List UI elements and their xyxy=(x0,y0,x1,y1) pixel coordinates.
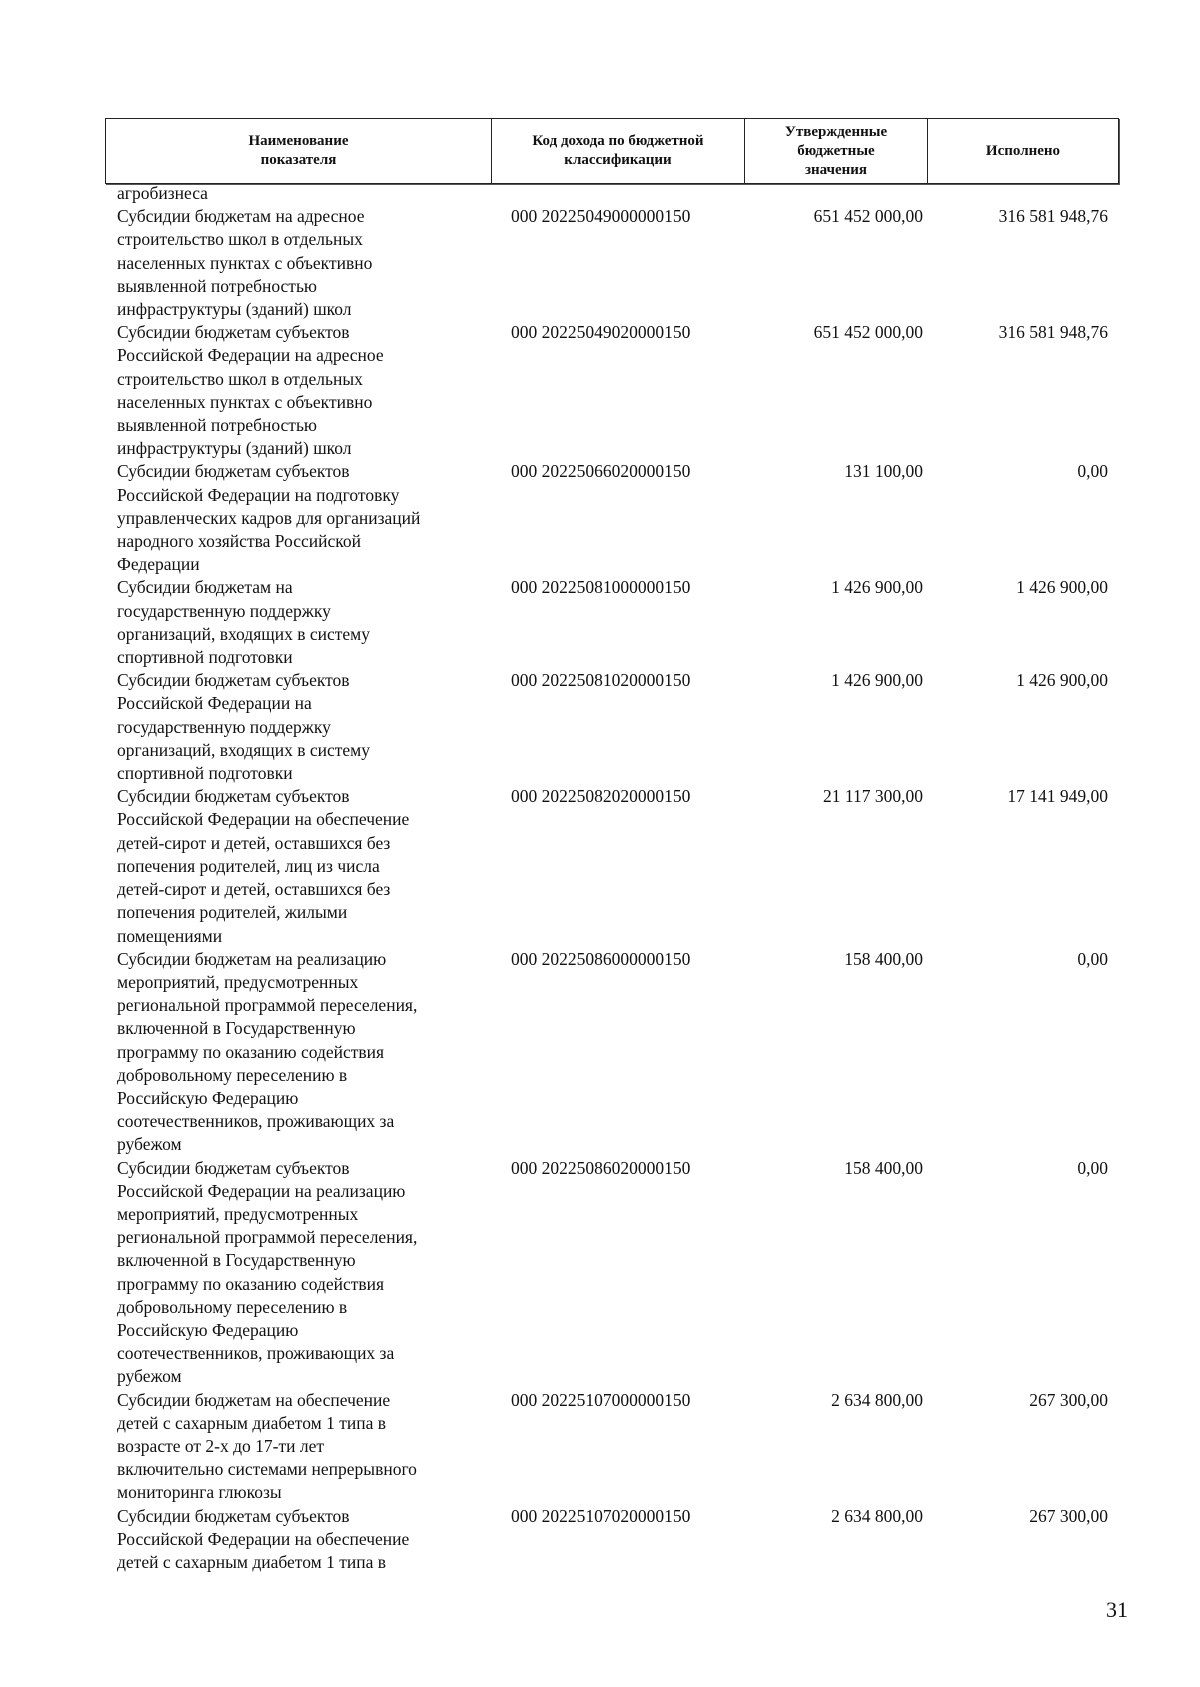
row-name-line: программу по оказанию содействия xyxy=(117,1273,385,1294)
row-name-line: добровольному переселению в xyxy=(117,1064,348,1085)
table-row xyxy=(0,785,1200,947)
row-name-line: добровольному переселению в xyxy=(117,1296,348,1317)
row-name-line: региональной программой переселения, xyxy=(117,1227,418,1248)
row-name-line: детей с сахарным диабетом 1 типа в xyxy=(117,1412,386,1433)
row-executed: 1 426 900,00 xyxy=(1016,577,1108,598)
row-name-line: соотечественников, проживающих за xyxy=(117,1111,395,1132)
row-executed: 0,00 xyxy=(1077,948,1108,969)
row-name-line: выявленной потребностью xyxy=(117,415,318,436)
row-name-line: попечения родителей, лиц из числа xyxy=(117,855,380,876)
row-name-line: Субсидии бюджетам субъектов xyxy=(117,1505,350,1526)
row-name xyxy=(117,785,477,947)
row-approved: 1 426 900,00 xyxy=(831,670,923,691)
row-name-line: Российской Федерации на обеспечение xyxy=(117,1528,410,1549)
row-name-line: спортивной подготовки xyxy=(117,763,293,784)
table-row xyxy=(0,205,1200,321)
header-executed: Исполнено xyxy=(985,142,1061,159)
row-name-line: Российской Федерации на подготовку xyxy=(117,484,400,505)
row-name-line: рубежом xyxy=(117,1366,182,1387)
row-name-line: Субсидии бюджетам субъектов xyxy=(117,1157,350,1178)
row-code: 000 20225086000000150 xyxy=(511,948,691,969)
table-row xyxy=(0,1389,1200,1505)
row-code: 000 20225086020000150 xyxy=(511,1157,691,1178)
row-name-line: включительно системами непрерывного xyxy=(117,1459,417,1480)
row-approved: 651 452 000,00 xyxy=(813,322,923,343)
continuation-row xyxy=(0,182,1200,205)
row-name-line: Субсидии бюджетам субъектов xyxy=(117,786,350,807)
row-executed: 0,00 xyxy=(1077,1157,1108,1178)
row-name xyxy=(117,205,477,321)
table-row xyxy=(0,948,1200,1157)
row-name-line: Субсидии бюджетам на реализацию xyxy=(117,948,387,969)
row-name-line: детей-сирот и детей, оставшихся без xyxy=(117,879,391,900)
row-name-line: народного хозяйства Российской xyxy=(117,531,362,552)
row-code: 000 20225107000000150 xyxy=(511,1389,691,1410)
row-approved: 158 400,00 xyxy=(844,948,923,969)
row-name xyxy=(117,460,477,576)
row-name-line: населенных пунктах с объективно xyxy=(117,391,373,412)
row-name-line: рубежом xyxy=(117,1134,182,1155)
row-name xyxy=(117,576,477,669)
row-name-line: возрасте от 2-х до 17-ти лет xyxy=(117,1435,325,1456)
table-row xyxy=(0,1505,1200,1575)
row-name-line: мониторинга глюкозы xyxy=(117,1482,282,1503)
row-approved: 2 634 800,00 xyxy=(831,1389,923,1410)
row-approved: 651 452 000,00 xyxy=(813,206,923,227)
row-name-line: мероприятий, предусмотренных xyxy=(117,1203,359,1224)
row-name xyxy=(117,1505,477,1575)
page-number: 31 xyxy=(1106,1597,1128,1622)
table-row xyxy=(0,460,1200,576)
row-name-line: программу по оказанию содействия xyxy=(117,1041,385,1062)
row-name-line: детей-сирот и детей, оставшихся без xyxy=(117,832,391,853)
table-row xyxy=(0,669,1200,785)
row-name-line: Субсидии бюджетам субъектов xyxy=(117,670,350,691)
row-executed: 0,00 xyxy=(1077,461,1108,482)
row-code: 000 20225081020000150 xyxy=(511,670,691,691)
row-name-line: организаций, входящих в систему xyxy=(117,623,370,644)
row-name-line: государственную поддержку xyxy=(117,716,331,737)
row-name-line: помещениями xyxy=(117,925,223,946)
row-name-line: Субсидии бюджетам на xyxy=(117,577,293,598)
row-name xyxy=(117,1157,477,1389)
row-approved: 131 100,00 xyxy=(844,461,923,482)
row-name-line: населенных пунктах с объективно xyxy=(117,252,373,273)
row-container xyxy=(0,205,1200,1574)
row-name-line: Российскую Федерацию xyxy=(117,1319,299,1340)
row-name-line: Субсидии бюджетам субъектов xyxy=(117,461,350,482)
header-code: Код дохода по бюджетной классификации xyxy=(492,119,745,183)
row-code: 000 20225049020000150 xyxy=(511,322,691,343)
row-approved: 1 426 900,00 xyxy=(831,577,923,598)
row-executed: 316 581 948,76 xyxy=(998,322,1108,343)
row-code: 000 20225107020000150 xyxy=(511,1505,691,1526)
row-name-line: Российской Федерации на адресное xyxy=(117,345,384,366)
continuation-text: агробизнеса xyxy=(117,183,208,203)
row-code: 000 20225081000000150 xyxy=(511,577,691,598)
row-name-line: государственную поддержку xyxy=(117,600,331,621)
row-name-line: мероприятий, предусмотренных xyxy=(117,971,359,992)
row-name-line: Субсидии бюджетам субъектов xyxy=(117,322,350,343)
row-name xyxy=(117,948,477,1157)
row-approved: 2 634 800,00 xyxy=(831,1505,923,1526)
row-name-line: инфраструктуры (зданий) школ xyxy=(117,438,352,459)
row-name-line: попечения родителей, жилыми xyxy=(117,902,348,923)
row-code: 000 20225082020000150 xyxy=(511,786,691,807)
row-name-line: включенной в Государственную xyxy=(117,1250,356,1271)
row-name-line: детей с сахарным диабетом 1 типа в xyxy=(117,1551,386,1572)
row-code: 000 20225066020000150 xyxy=(511,461,691,482)
row-name-line: строительство школ в отдельных xyxy=(117,368,363,389)
table-row xyxy=(0,1157,1200,1389)
table-row xyxy=(0,321,1200,460)
row-code: 000 20225049000000150 xyxy=(511,206,691,227)
row-name xyxy=(117,321,477,460)
row-name-line: включенной в Государственную xyxy=(117,1018,356,1039)
row-name-line: Российской Федерации на xyxy=(117,693,312,714)
header-approved: Утвержденные бюджетные значения xyxy=(745,119,928,183)
row-name-line: Российскую Федерацию xyxy=(117,1087,299,1108)
header-name: Наименование показателя xyxy=(106,119,492,183)
row-name-line: региональной программой переселения, xyxy=(117,995,418,1016)
row-executed: 17 141 949,00 xyxy=(1007,786,1108,807)
row-name xyxy=(117,1389,477,1505)
row-name-line: строительство школ в отдельных xyxy=(117,229,363,250)
row-name-line: Российской Федерации на реализацию xyxy=(117,1180,406,1201)
row-executed: 267 300,00 xyxy=(1029,1389,1108,1410)
row-approved: 158 400,00 xyxy=(844,1157,923,1178)
row-name-line: Субсидии бюджетам на обеспечение xyxy=(117,1389,391,1410)
row-name-line: инфраструктуры (зданий) школ xyxy=(117,299,352,320)
row-name-line: спортивной подготовки xyxy=(117,647,293,668)
row-name-line: управленческих кадров для организаций xyxy=(117,507,421,528)
table-body xyxy=(0,182,1200,1574)
row-approved: 21 117 300,00 xyxy=(823,786,923,807)
row-executed: 316 581 948,76 xyxy=(998,206,1108,227)
row-name-line: организаций, входящих в систему xyxy=(117,739,370,760)
table-header xyxy=(105,118,1119,184)
row-name-line: Российской Федерации на обеспечение xyxy=(117,809,410,830)
row-name-line: Субсидии бюджетам на адресное xyxy=(117,206,365,227)
row-executed: 267 300,00 xyxy=(1029,1505,1108,1526)
row-name-line: выявленной потребностью xyxy=(117,275,318,296)
table-row xyxy=(0,576,1200,669)
row-name-line: Федерации xyxy=(117,554,200,575)
row-name xyxy=(117,669,477,785)
row-name-line: соотечественников, проживающих за xyxy=(117,1343,395,1364)
row-executed: 1 426 900,00 xyxy=(1016,670,1108,691)
